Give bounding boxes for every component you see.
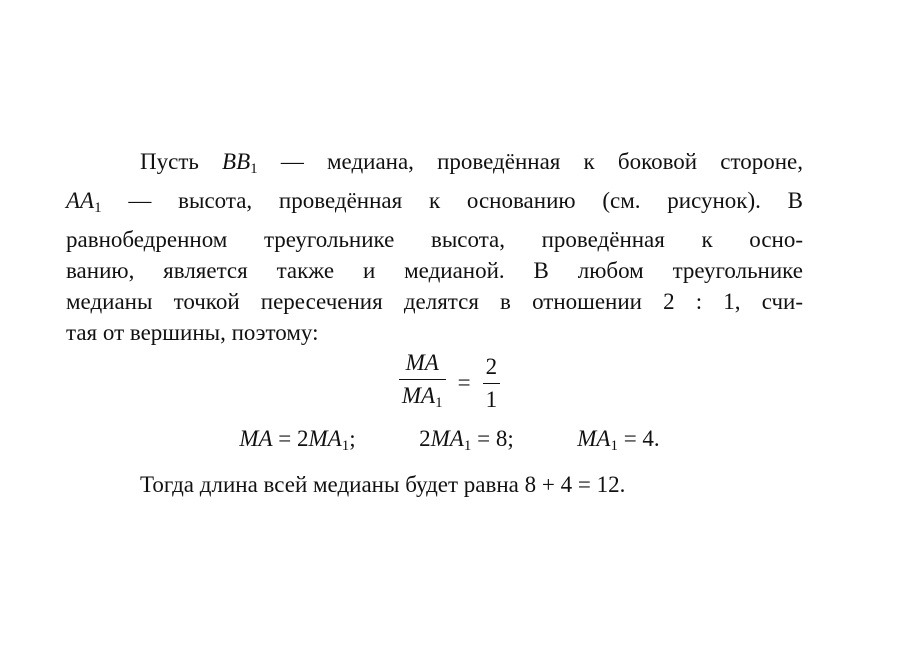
fraction-left (399, 350, 446, 416)
fraction-right (483, 354, 501, 413)
subscript: 1 (463, 438, 472, 454)
text-line: равнобедренном треугольнике высота, проведённая к осно- (66, 227, 803, 252)
equals-sign: = (457, 370, 471, 395)
text-line (66, 185, 803, 224)
text-span: — медиана, проведённая к боковой стороне, (257, 149, 803, 174)
text-line: тая от вершины, поэтому: (66, 320, 319, 345)
subscript: 1 (94, 200, 102, 216)
text-span: Пусть (140, 149, 223, 174)
math-text: 2 (419, 426, 431, 451)
subscript: 1 (435, 395, 443, 411)
text-span: — высота, проведённая к основанию (см. рисунок). В (101, 188, 803, 213)
fraction-denominator: 1 (483, 383, 501, 413)
fraction-equation (0, 350, 899, 416)
math-text: MA (239, 426, 273, 451)
equation-3 (577, 426, 660, 454)
math-text: AA (66, 188, 95, 213)
equation-1 (239, 426, 356, 454)
math-text: MA (430, 426, 464, 451)
math-text: = 8; (471, 426, 514, 451)
text-line (103, 146, 803, 185)
equation-2 (419, 426, 514, 454)
paragraph-2: Тогда длина всей медианы будет равна 8 + 4 = 12. (140, 472, 626, 497)
subscript: 1 (341, 438, 350, 454)
math-text: = 2 (272, 426, 309, 451)
math-var (66, 188, 102, 216)
math-text: MA (308, 426, 342, 451)
text-line: ванию, является также и медианой. В любом треугольнике (66, 258, 803, 283)
equations-line (0, 424, 899, 461)
math-text: BB (222, 149, 251, 174)
math-text: ; (349, 426, 356, 451)
subscript: 1 (610, 438, 618, 454)
math-text: MA (401, 383, 436, 408)
math-var (222, 149, 258, 177)
fraction-denominator (399, 379, 446, 416)
subscript: 1 (250, 161, 258, 177)
math-text: = 4. (617, 426, 660, 451)
fraction-numerator: 2 (485, 353, 498, 379)
math-text: MA (577, 426, 611, 451)
fraction-numerator: MA (405, 350, 439, 375)
text-line: медианы точкой пересечения делятся в отношении 2 : 1, счи- (66, 289, 803, 314)
paragraph-1 (66, 146, 803, 348)
